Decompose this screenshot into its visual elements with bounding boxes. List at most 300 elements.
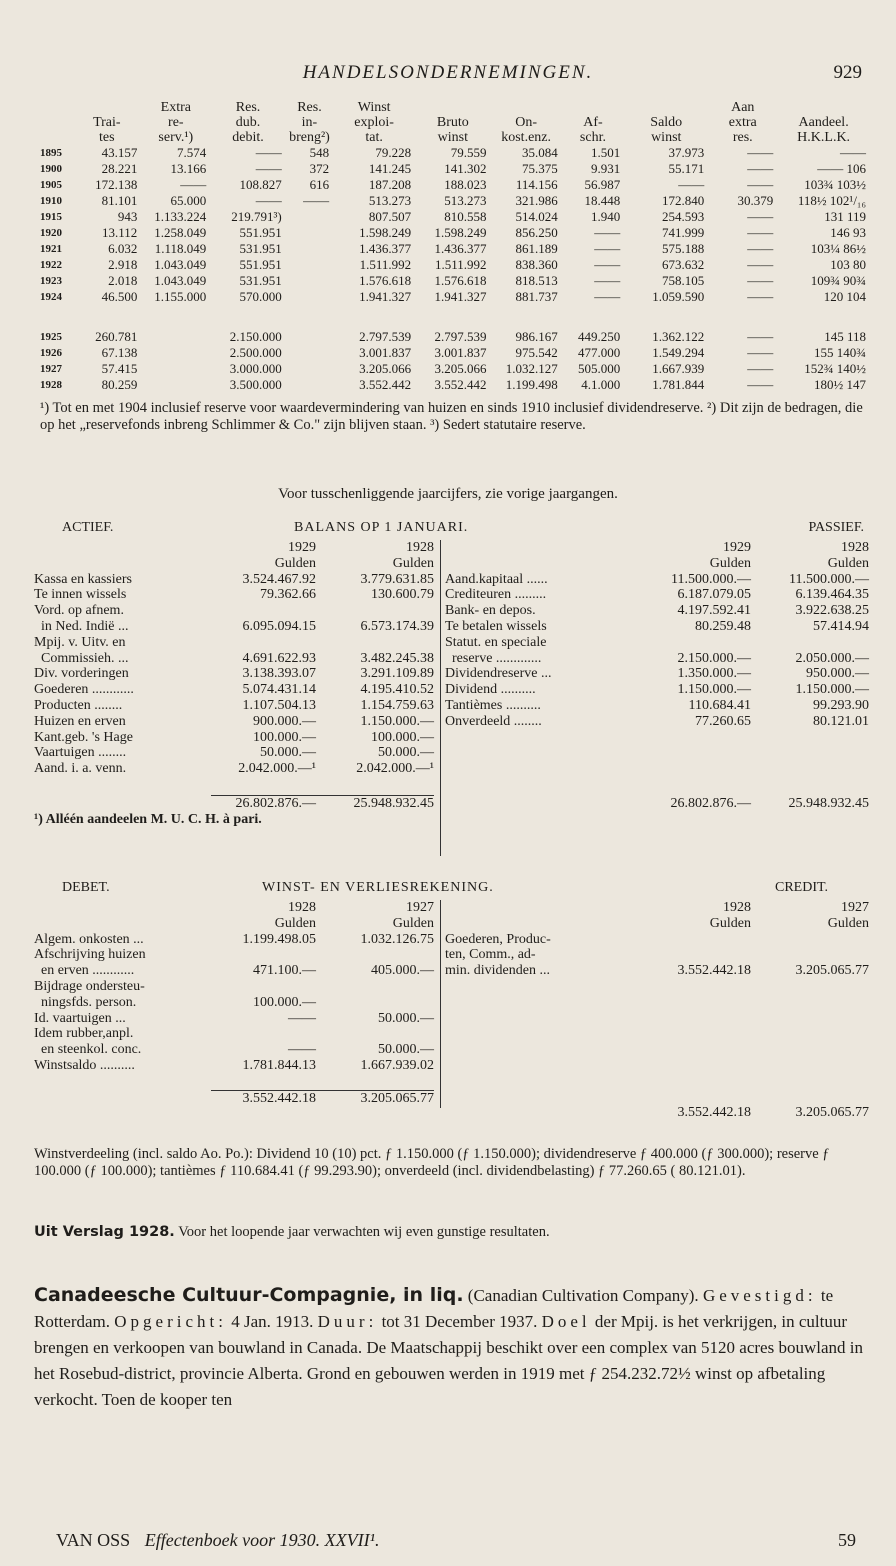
stats-cell: 1.941.327 — [359, 289, 412, 304]
stats-cell: 575.188 — [662, 241, 705, 256]
credit-label: min. dividenden ... — [445, 963, 550, 979]
stats-cell: 79.228 — [375, 145, 412, 160]
actief-value: 3.291.109.89 — [360, 666, 434, 682]
stats-cell: 141.245 — [368, 161, 412, 176]
stats-year: 1915 — [40, 211, 62, 223]
stats-cell: —— — [747, 177, 774, 192]
stats-cell: 81.101 — [101, 193, 138, 208]
stats-cell: —— — [255, 145, 282, 160]
credit-unit-2: Gulden — [827, 915, 869, 931]
passief-value: 1.350.000.— — [677, 666, 751, 682]
stats-cell: 30.379 — [737, 193, 774, 208]
stats-cell: 449.250 — [577, 329, 621, 344]
passief-value: 1.150.000.— — [795, 682, 869, 698]
opgericht-value: 4 Jan. 1913. — [231, 1312, 314, 1331]
verslag-label: Uit Verslag 1928. — [34, 1224, 175, 1240]
stats-cell: 219.791³) — [231, 209, 282, 224]
passief-label: Te betalen wissels — [445, 618, 547, 634]
stats-cell: —— — [180, 177, 207, 192]
stats-row — [40, 193, 870, 209]
stats-cell: 108.827 — [239, 177, 282, 192]
stats-cell: 187.208 — [368, 177, 412, 192]
actief-value: 900.000.— — [253, 713, 316, 729]
opgericht-label: Opgericht: — [114, 1312, 227, 1331]
stats-cell: 321.986 — [515, 193, 558, 208]
statistics-footnote: ¹) Tot en met 1904 inclusief reserve voor waardevermindering van huizen en sinds 1910 inclusief dividendreserve. ²) Dit zijn de bedragen, die op het „reservefonds inbreng Schlimmer & Co." zijn blijven staan. ³) Sedert statutaire reserve. — [40, 400, 863, 433]
actief-value: 3.482.245.38 — [360, 650, 434, 666]
stats-cell: 114.156 — [515, 177, 558, 192]
stats-cell: 43.157 — [101, 145, 138, 160]
stats-cell: 3.000.000 — [229, 361, 282, 376]
debet-value — [316, 979, 434, 995]
stats-cell: 152¾ 140½ — [804, 361, 866, 376]
stats-cell: 3.500.000 — [229, 377, 282, 392]
stats-row — [40, 177, 870, 193]
passief-row — [445, 635, 869, 651]
stats-cell: 141.302 — [444, 161, 487, 176]
pl-year-1: 1928 — [288, 900, 316, 915]
actief-label: Vord. op afnem. — [34, 603, 124, 619]
debet-row — [34, 979, 434, 995]
stats-cell: 37.973 — [668, 145, 705, 160]
stats-year: 1925 — [40, 331, 62, 343]
stats-year: 1900 — [40, 163, 62, 175]
actief-value: 6.095.094.15 — [242, 618, 316, 634]
stats-cell: 13.112 — [102, 225, 138, 240]
profit-loss-title: WINST- EN VERLIESREKENING. — [262, 880, 494, 895]
debet-row — [34, 932, 434, 948]
stats-cell: 79.559 — [450, 145, 487, 160]
passief-label: reserve ............. — [445, 650, 542, 666]
stats-cell: —— — [747, 361, 774, 376]
debet-value: 50.000.— — [378, 1010, 434, 1026]
passief-row — [445, 698, 869, 714]
stats-column-header: Af- schr. — [579, 115, 606, 145]
stats-cell: —— — [255, 193, 282, 208]
stats-cell: —— — [840, 145, 866, 160]
stats-cell: 1.511.992 — [435, 257, 487, 272]
stats-cell: 943 — [117, 209, 138, 224]
stats-cell: 548 — [309, 145, 330, 160]
debet-value: 50.000.— — [378, 1042, 434, 1058]
actief-row — [34, 603, 434, 619]
credit-title: CREDIT. — [774, 880, 828, 895]
stats-cell: 551.951 — [239, 225, 282, 240]
debet-row — [34, 1026, 434, 1042]
passief-value — [646, 635, 751, 651]
stats-cell: 13.166 — [170, 161, 207, 176]
debet-value — [316, 1026, 434, 1042]
debet-label: Id. vaartuigen ... — [34, 1010, 126, 1026]
actief-value — [211, 603, 316, 619]
actief-value: 1.107.504.13 — [242, 697, 316, 713]
pl-year-2: 1927 — [406, 900, 434, 915]
credit-unit-1: Gulden — [709, 915, 751, 931]
debet-row — [34, 947, 434, 963]
stats-cell: 505.000 — [577, 361, 621, 376]
passief-title: PASSIEF. — [808, 520, 864, 535]
passief-value: 77.260.65 — [695, 713, 751, 729]
stats-cell: 616 — [309, 177, 330, 192]
passief-value: 80.259.48 — [695, 618, 751, 634]
pl-unit-1: Gulden — [274, 915, 316, 931]
passief-value: 11.500.000.— — [671, 571, 751, 587]
stats-cell: 3.205.066 — [434, 361, 487, 376]
passief-year-1: 1929 — [723, 540, 751, 555]
debet-value — [211, 979, 316, 995]
stats-cell: 986.167 — [515, 329, 558, 344]
gevestigd-value: te Rotterdam. — [34, 1286, 834, 1331]
stats-cell: 1.501 — [590, 145, 621, 160]
stats-cell: 57.415 — [101, 361, 138, 376]
stats-cell: 180½ 147 — [814, 377, 866, 392]
verslag-text: Voor het loopende jaar verwachten wij even gunstige resultaten. — [178, 1224, 550, 1240]
stats-cell: 260.781 — [95, 329, 138, 344]
passief-label: Aand.kapitaal ...... — [445, 571, 548, 587]
stats-cell: 861.189 — [515, 241, 558, 256]
credit-row — [445, 963, 869, 979]
stats-cell: 1.549.294 — [652, 345, 705, 360]
previous-years-note: Voor tusschenliggende jaarcijfers, zie vorige jaargangen. — [278, 486, 618, 502]
profit-distribution: Winstverdeeling (incl. saldo Ao. Po.): Dividend 10 (10) pct. ƒ 1.150.000 (ƒ 1.150.000); dividendreserve ƒ 400.000 (ƒ 300.000); reserve ƒ 100.000 (ƒ 100.000); tantièmes ƒ 110.684.41 (ƒ 99.293.90); onverdeeld (incl. dividendbelasting) ƒ 77.260.65 ( 80.121.01). — [34, 1146, 830, 1179]
passief-value: 3.922.638.25 — [795, 603, 869, 619]
actief-label: Te innen wissels — [34, 587, 127, 603]
stats-cell: 551.951 — [239, 257, 282, 272]
stats-cell: 18.448 — [584, 193, 621, 208]
stats-column-header: Extra re- serv.¹) — [158, 100, 194, 145]
actief-label: Kassa en kassiers — [34, 571, 132, 587]
actief-value: 2.042.000.—¹ — [238, 761, 316, 777]
passief-value: 57.414.94 — [813, 618, 869, 634]
stats-cell: —— — [594, 257, 621, 272]
stats-year: 1923 — [40, 275, 62, 287]
passief-value: 110.684.41 — [688, 697, 751, 713]
gevestigd-label: Gevestigd: — [702, 1286, 817, 1305]
actief-value: 79.362.66 — [260, 587, 316, 603]
actief-label: Mpij. v. Uitv. en — [34, 634, 126, 650]
stats-cell: 2.150.000 — [229, 329, 282, 344]
statistics-table — [40, 100, 870, 393]
stats-cell: 1.940 — [590, 209, 621, 224]
balance-year-2: 1928 — [406, 540, 434, 555]
stats-cell — [141, 329, 210, 345]
stats-cell: 3.001.837 — [359, 345, 412, 360]
stats-cell: —— — [678, 177, 705, 192]
stats-cell: 1.043.049 — [154, 257, 207, 272]
stats-column-header: Aan extra res. — [728, 100, 757, 145]
actief-value — [316, 603, 434, 619]
stats-cell: —— — [747, 329, 774, 344]
passief-row — [445, 666, 869, 682]
stats-cell: 1.576.618 — [359, 273, 412, 288]
stats-cell: 3.001.837 — [434, 345, 487, 360]
stats-cell: 3.205.066 — [359, 361, 412, 376]
debet-value — [211, 947, 316, 963]
stats-cell: 1.155.000 — [154, 289, 207, 304]
debet-row — [34, 1058, 434, 1074]
actief-row — [34, 682, 434, 698]
passief-label: Crediteuren ......... — [445, 587, 547, 603]
stats-year: 1926 — [40, 347, 62, 359]
stats-cell: 155 140¾ — [814, 345, 866, 360]
passief-label: Bank- en depos. — [445, 603, 536, 619]
stats-cell: 2.018 — [108, 273, 138, 288]
stats-cell: 372 — [309, 161, 330, 176]
stats-row — [40, 145, 870, 161]
duur-label: Duur: — [317, 1312, 378, 1331]
stats-cell: 3.552.442 — [359, 377, 412, 392]
page-header-title: HANDELSONDERNEMINGEN. — [302, 62, 594, 83]
annual-report-note — [34, 1224, 864, 1241]
debet-label: Idem rubber,anpl. — [34, 1026, 134, 1042]
credit-value: 3.552.442.18 — [677, 963, 751, 979]
stats-cell: 146 93 — [830, 225, 866, 240]
stats-cell: —— — [747, 209, 774, 224]
stats-cell: —— — [747, 289, 774, 304]
stats-cell: 4.1.000 — [581, 377, 621, 392]
actief-label: Producten ........ — [34, 697, 123, 713]
stats-cell: 172.840 — [662, 193, 705, 208]
stats-cell: 2.500.000 — [229, 345, 282, 360]
stats-cell: 1.199.498 — [505, 377, 558, 392]
passief-value: 2.050.000.— — [795, 650, 869, 666]
stats-cell: 9.931 — [590, 161, 621, 176]
debet-value: —— — [288, 1010, 316, 1026]
stats-cell: 35.084 — [521, 145, 558, 160]
stats-row — [40, 257, 870, 273]
stats-cell: —— — [747, 273, 774, 288]
passief-value: 6.139.464.35 — [795, 587, 869, 603]
debet-value — [316, 995, 434, 1011]
stats-cell: 188.023 — [444, 177, 487, 192]
stats-cell: 1.032.127 — [505, 361, 558, 376]
stats-cell: 1.436.377 — [359, 241, 412, 256]
stats-row — [40, 241, 870, 257]
passief-row — [445, 603, 869, 619]
credit-value — [751, 947, 869, 963]
actief-row — [34, 619, 434, 635]
stats-cell: 2.797.539 — [359, 329, 412, 344]
stats-cell — [286, 361, 333, 377]
stats-cell: 2.797.539 — [434, 329, 487, 344]
stats-cell: 807.507 — [368, 209, 412, 224]
doel-value: der Mpij. is het verkrijgen, in cultuur brengen en verkoopen van bouwland in Canada. De Maatschappij beschikt over een complex van 5120 acres bouwland in het Rosebud-district, provincie Alberta. Grond en gebouwen werden in 1919 met ƒ 254.232.72½ winst op afbetaling verkocht. Toen de kooper ten — [34, 1312, 863, 1409]
stats-row — [40, 273, 870, 289]
stats-cell: 46.500 — [101, 289, 138, 304]
passief-label: Tantièmes .......... — [445, 697, 541, 713]
actief-row — [34, 698, 434, 714]
stats-cell: 1.511.992 — [359, 257, 412, 272]
stats-cell: 80.259 — [101, 377, 138, 392]
stats-cell: 758.105 — [662, 273, 705, 288]
stats-year: 1927 — [40, 363, 62, 375]
debet-value: 471.100.— — [253, 963, 316, 979]
debet-value: 1.667.939.02 — [360, 1057, 434, 1073]
actief-label: Div. vorderingen — [34, 666, 129, 682]
stats-cell: 131 119 — [824, 209, 866, 224]
stats-cell — [286, 241, 333, 257]
debet-label: ningsfds. person. — [34, 994, 137, 1010]
stats-cell: —— — [594, 273, 621, 288]
balance-year-1: 1929 — [288, 540, 316, 555]
stats-cell — [141, 377, 210, 393]
debet-value: —— — [288, 1042, 316, 1058]
debet-value: 1.032.126.75 — [360, 931, 434, 947]
debet-label: en steenkol. conc. — [34, 1042, 142, 1058]
stats-cell: 856.250 — [515, 225, 558, 240]
stats-cell: 75.375 — [521, 161, 558, 176]
stats-cell: 975.542 — [515, 345, 558, 360]
actief-value: 1.154.759.63 — [360, 697, 434, 713]
actief-label: in Ned. Indië ... — [34, 618, 129, 634]
passief-year-2: 1928 — [841, 540, 869, 555]
stats-column-header: Aandeel. H.K.L.K. — [797, 115, 851, 145]
stats-cell: 67.138 — [101, 345, 138, 360]
stats-cell: 1.598.249 — [434, 225, 487, 240]
page-number: 929 — [833, 62, 862, 83]
actief-label: Goederen ............ — [34, 682, 134, 698]
balance-title: BALANS OP 1 JANUARI. — [294, 520, 469, 535]
balance-unit-2: Gulden — [392, 555, 434, 571]
actief-value: 4.195.410.52 — [360, 682, 434, 698]
passief-row — [445, 587, 869, 603]
stats-year: 1921 — [40, 243, 62, 255]
stats-cell: 531.951 — [239, 241, 282, 256]
actief-row — [34, 714, 434, 730]
footer-title: Effectenboek voor 1930. XXVII¹. — [144, 1530, 380, 1550]
stats-cell: 145 118 — [824, 329, 866, 344]
stats-column-header: Bruto winst — [436, 115, 469, 145]
passief-value: 11.500.000.— — [789, 571, 869, 587]
actief-value: 100.000.— — [253, 729, 316, 745]
passief-label: Onverdeeld ........ — [445, 713, 542, 729]
passief-total-1: 26.802.876.— — [670, 795, 751, 811]
footer-page-number: 59 — [838, 1530, 856, 1550]
stats-cell: —— — [747, 241, 774, 256]
stats-row — [40, 361, 870, 377]
actief-label: Commissieh. ... — [34, 650, 129, 666]
stats-year: 1920 — [40, 227, 62, 239]
credit-value — [751, 932, 869, 948]
debet-total-2: 3.205.065.77 — [316, 1090, 434, 1107]
stats-cell: 881.737 — [515, 289, 558, 304]
passief-row — [445, 682, 869, 698]
debet-label: Algem. onkosten ... — [34, 931, 144, 947]
passief-unit-1: Gulden — [709, 555, 751, 571]
stats-cell: 514.024 — [515, 209, 558, 224]
stats-cell: 172.138 — [95, 177, 138, 192]
actief-value: 130.600.79 — [371, 587, 434, 603]
stats-cell — [286, 209, 333, 225]
stats-year: 1910 — [40, 195, 62, 207]
stats-cell: —— — [594, 289, 621, 304]
debet-row — [34, 963, 434, 979]
stats-cell: 513.273 — [368, 193, 412, 208]
passief-value: 950.000.— — [806, 666, 869, 682]
credit-value: 3.205.065.77 — [795, 963, 869, 979]
actief-label: Kant.geb. 's Hage — [34, 729, 133, 745]
profit-loss-account — [34, 880, 869, 1120]
passief-row — [445, 572, 869, 588]
credit-value — [646, 932, 751, 948]
actief-value: 100.000.— — [371, 729, 434, 745]
debet-value: 1.199.498.05 — [242, 931, 316, 947]
stats-cell — [286, 377, 333, 393]
stats-year: 1924 — [40, 291, 62, 303]
passief-value: 2.150.000.— — [677, 650, 751, 666]
actief-value: 50.000.— — [378, 745, 434, 761]
stats-cell: —— — [255, 161, 282, 176]
credit-label: ten, Comm., ad- — [445, 947, 536, 963]
stats-cell: 1.941.327 — [434, 289, 487, 304]
actief-label: Huizen en erven — [34, 713, 126, 729]
stats-row — [40, 345, 870, 361]
stats-cell: 254.593 — [662, 209, 705, 224]
stats-cell — [286, 273, 333, 289]
stats-cell — [286, 225, 333, 241]
debet-label: Afschrijving huizen — [34, 947, 146, 963]
stats-cell: 109¾ 90¾ — [810, 273, 866, 288]
actief-row — [34, 730, 434, 746]
stats-cell: 818.513 — [515, 273, 558, 288]
company-name: Canadeesche Cultuur-Compagnie, in liq. — [34, 1284, 464, 1306]
stats-row — [40, 329, 870, 345]
stats-cell: 3.552.442 — [434, 377, 487, 392]
stats-cell: 1.781.844 — [652, 377, 705, 392]
stats-row — [40, 225, 870, 241]
stats-cell: 477.000 — [577, 345, 621, 360]
stats-column-header: Res. dub. debit. — [232, 100, 264, 145]
stats-cell: —— — [747, 145, 774, 160]
credit-year-1: 1928 — [723, 900, 751, 915]
stats-cell: 1.133.224 — [154, 209, 207, 224]
stats-cell — [286, 329, 333, 345]
credit-total-2: 3.205.065.77 — [795, 1104, 869, 1120]
stats-cell: —— — [594, 241, 621, 256]
credit-row — [445, 932, 869, 948]
stats-cell: 120 104 — [823, 289, 866, 304]
debet-label: en erven ............ — [34, 963, 135, 979]
stats-cell: —— — [303, 193, 330, 208]
stats-cell: 118½ 102¹/₁₆ — [797, 193, 866, 208]
credit-label: Goederen, Produc- — [445, 931, 551, 947]
stats-cell: 741.999 — [662, 225, 705, 240]
stats-cell: 1.118.049 — [154, 241, 207, 256]
stats-cell: —— — [747, 345, 774, 360]
stats-cell: —— 106 — [817, 161, 866, 176]
passief-label: Dividend .......... — [445, 682, 536, 698]
stats-cell: —— — [747, 161, 774, 176]
debet-value — [211, 1026, 316, 1042]
actief-value: 6.573.174.39 — [360, 618, 434, 634]
stats-column-header: Winst exploi- tat. — [354, 100, 394, 145]
actief-total-1: 26.802.876.— — [211, 795, 316, 812]
passief-total-2: 25.948.932.45 — [788, 795, 869, 811]
credit-year-2: 1927 — [841, 900, 869, 915]
stats-cell: 570.000 — [239, 289, 282, 304]
page-footer — [56, 1530, 856, 1551]
passief-value: 1.150.000.— — [677, 682, 751, 698]
actief-title: ACTIEF. — [62, 520, 114, 535]
debet-label: Winstsaldo .......... — [34, 1057, 135, 1073]
actief-label: Aand. i. a. venn. — [34, 761, 127, 777]
actief-value: 2.042.000.—¹ — [356, 761, 434, 777]
stats-cell — [286, 257, 333, 273]
actief-row — [34, 587, 434, 603]
actief-value: 3.779.631.85 — [360, 571, 434, 587]
stats-column-header: On- kost.enz. — [501, 115, 551, 145]
stats-cell: 56.987 — [584, 177, 621, 192]
